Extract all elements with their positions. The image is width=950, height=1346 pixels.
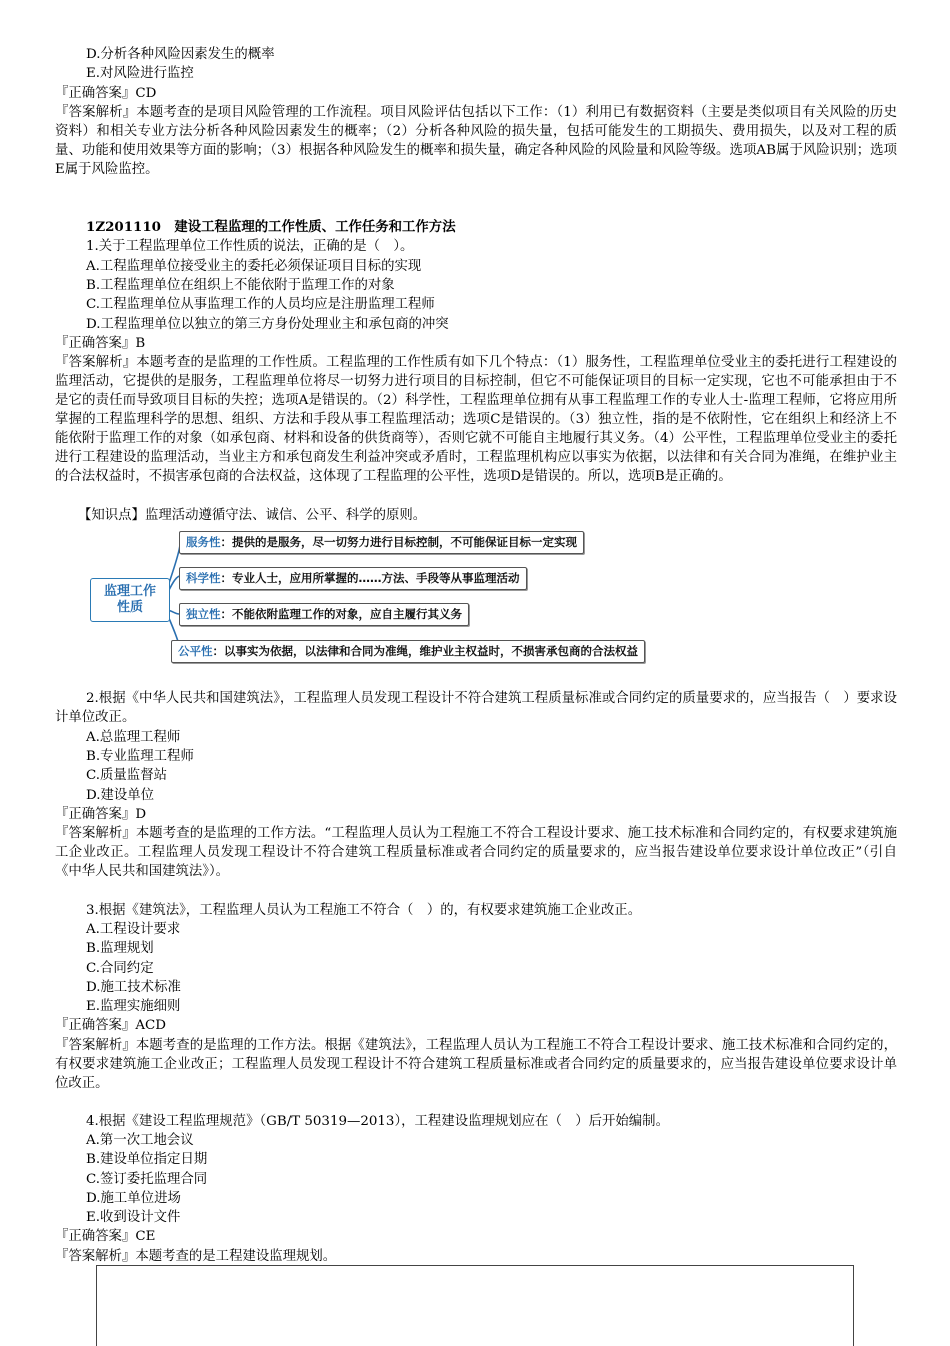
mindmap-root-line2: 性质 (116, 600, 143, 615)
mindmap-node-independence (179, 603, 469, 626)
mindmap-node-key: 科学性 (186, 571, 221, 585)
mindmap-node-text: ：不能依附监理工作的对象，应自主履行其义务 (220, 607, 462, 621)
mindmap-node-scientific (179, 567, 527, 590)
option-e: E.收到设计文件 (86, 1210, 181, 1225)
mindmap-node-text: ：专业人士，应用所掌握的……方法、手段等从事监理活动 (220, 571, 520, 585)
section-title: 1Z201110 建设工程监理的工作性质、工作任务和工作方法 (86, 219, 456, 235)
answer-analysis: 『答案解析』本题考查的是监理的工作性质。工程监理的工作性质有如下几个特点：（1）服务性，工程监理单位受业主的委托进行工程建设的监理活动，它提供的是服务，工程监理单位将尽一切努力进行项目的目标控制，但它不可能保证项目的目标一定实现，它也不可能承担由于不是它的责任而导致项目目标的失控；选项A是错误的。（2）科学性，工程监理单位拥有从事工程监理工作的专业人士-监理工程师，它将应用所掌握的工程监理科学的思想、组织、方法和手段从事工程监理活动；选项C是错误的。（3）独立性，指的是不依附性，它在组织上和经济上不能依附于监理工作的对象（如承包商、材料和设备的供货商等），否则它就不可能自主地履行其义务。（4）公平性，工程监理单位受业主的委托进行工程建设的监理活动，当业主方和承包商发生利益冲突或矛盾时，工程监理机构应以事实为依据，以法律和有关合同为准绳，在维护业主的合法权益时，不损害承包商的合法权益，这体现了工程监理的公平性，选项D是错误的。所以，选项B是正确的。 (55, 355, 897, 484)
option-a: A.工程设计要求 (86, 922, 181, 937)
option-b: B.专业监理工程师 (86, 749, 194, 764)
mindmap-node-fairness (171, 640, 645, 663)
answer-analysis: 『答案解析』本题考查的是监理的工作方法。根据《建筑法》，工程监理人员认为工程施工不符合工程设计要求、施工技术标准和合同约定的，有权要求建筑施工企业改正；工程监理人员发现工程设计不符合建筑工程质量标准或者合同约定的质量要求的，应当报告建设单位要求设计单位改正。 (55, 1038, 897, 1091)
option-d: D.分析各种风险因素发生的概率 (86, 47, 275, 62)
question-stem: 1.关于工程监理单位工作性质的说法，正确的是（ ）。 (86, 239, 414, 254)
question-stem: 4.根据《建设工程监理规范》（GB/T 50319—2013），工程建设监理规划应在（ ）后开始编制。 (86, 1114, 669, 1129)
mindmap-root-line1: 监理工作 (103, 584, 156, 599)
option-d: D.施工单位进场 (86, 1191, 181, 1206)
answer-analysis: 『答案解析』本题考查的是监理的工作方法。“工程监理人员认为工程施工不符合工程设计要求、施工技术标准和合同约定的，有权要求建筑施工企业改正。工程监理人员发现工程设计不符合建筑工程质量标准或者合同约定的质量要求的，应当报告建设单位要求设计单位改正”（引自《中华人民共和国建筑法》）。 (55, 826, 897, 879)
mindmap-node-service (179, 531, 584, 554)
correct-answer: 『正确答案』ACD (55, 1018, 166, 1033)
option-a: A.工程监理单位接受业主的委托必须保证项目目标的实现 (86, 259, 422, 274)
option-b: B.建设单位指定日期 (86, 1152, 208, 1167)
question-stem: 3.根据《建筑法》，工程监理人员认为工程施工不符合（ ）的，有权要求建筑施工企业改正。 (86, 903, 642, 918)
correct-answer: 『正确答案』CE (55, 1229, 156, 1244)
correct-answer: 『正确答案』D (55, 807, 147, 822)
answer-analysis: 『答案解析』本题考查的是工程建设监理规划。 (55, 1249, 337, 1264)
mindmap-node-key: 服务性 (186, 535, 221, 549)
option-e: E.对风险进行监控 (86, 66, 194, 81)
mindmap-diagram (86, 528, 686, 668)
option-d: D.施工技术标准 (86, 980, 181, 995)
option-b: B.工程监理单位在组织上不能依附于监理工作的对象 (86, 278, 395, 293)
mindmap-root (90, 578, 170, 622)
option-b: B.监理规划 (86, 941, 154, 956)
option-a: A.总监理工程师 (86, 730, 181, 745)
option-d: D.建设单位 (86, 788, 155, 803)
correct-answer: 『正确答案』CD (55, 86, 157, 101)
option-c: C.质量监督站 (86, 768, 167, 783)
option-a: A.第一次工地会议 (86, 1133, 194, 1148)
mindmap-node-key: 公平性 (178, 644, 213, 658)
option-e: E.监理实施细则 (86, 999, 181, 1014)
mindmap-node-text: ：提供的是服务，尽一切努力进行目标控制，不可能保证目标一定实现 (220, 535, 577, 549)
question-stem: 2.根据《中华人民共和国建筑法》，工程监理人员发现工程设计不符合建筑工程质量标准或合同约定的质量要求的，应当报告（ ）要求设计单位改正。 (55, 691, 897, 725)
option-c: C.合同约定 (86, 961, 154, 976)
option-c: C.工程监理单位从事监理工作的人员均应是注册监理工程师 (86, 297, 435, 312)
option-c: C.签订委托监理合同 (86, 1172, 208, 1187)
option-d: D.工程监理单位以独立的第三方身份处理业主和承包商的冲突 (86, 317, 449, 332)
figure-frame (96, 1265, 854, 1346)
mindmap-node-text: ：以事实为依据，以法律和合同为准绳，维护业主权益时，不损害承包商的合法权益 (212, 644, 638, 658)
mindmap-node-key: 独立性 (186, 607, 221, 621)
knowledge-point: 【知识点】监理活动遵循守法、诚信、公平、科学的原则。 (78, 508, 427, 523)
answer-analysis: 『答案解析』本题考查的是项目风险管理的工作流程。项目风险评估包括以下工作：（1）利用已有数据资料（主要是类似项目有关风险的历史资料）和相关专业方法分析各种风险因素发生的概率；（2）分析各种风险的损失量，包括可能发生的工期损失、费用损失，以及对工程的质量、功能和使用效果等方面的影响；（3）根据各种风险发生的概率和损失量，确定各种风险的风险量和风险等级。选项AB属于风险识别；选项E属于风险监控。 (55, 105, 897, 177)
correct-answer: 『正确答案』B (55, 336, 146, 351)
